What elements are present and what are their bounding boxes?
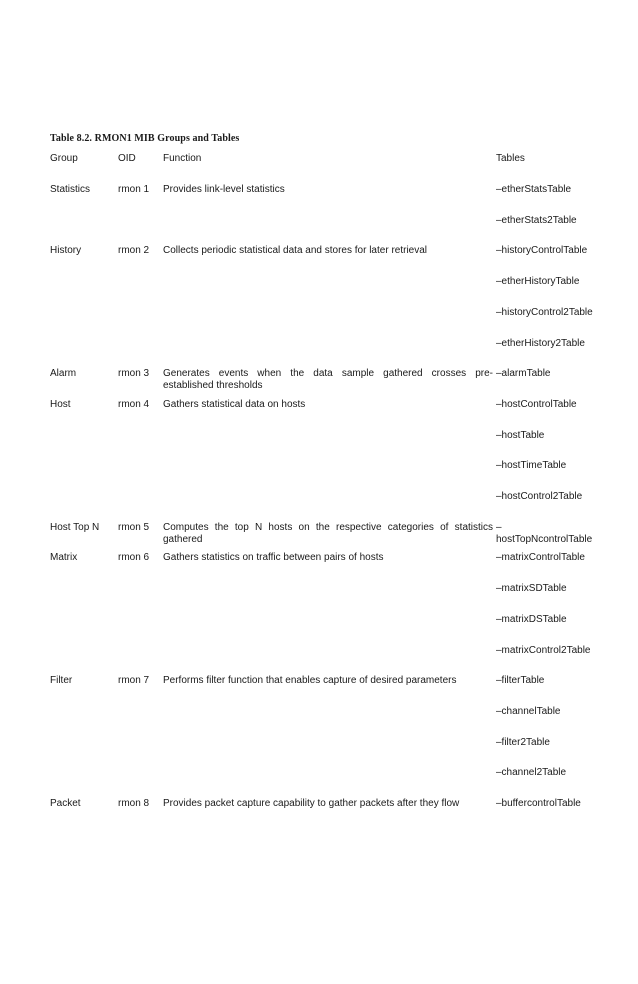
- table-name-cell: – hostTopNcontrolTable: [496, 522, 593, 545]
- group-cell: Alarm: [50, 368, 77, 379]
- oid-cell: rmon 3: [118, 368, 150, 379]
- table-name-cell: –etherStats2Table: [496, 215, 577, 226]
- group-cell: Matrix: [50, 552, 78, 563]
- function-cell: Performs filter function that enables capture of desired parameters: [163, 675, 457, 686]
- group-cell: Filter: [50, 675, 73, 686]
- table-name-cell: –etherHistoryTable: [496, 276, 580, 287]
- function-cell: Gathers statistics on traffic between pairs of hosts: [163, 552, 384, 563]
- header-group: Group: [50, 153, 78, 164]
- oid-cell: rmon 6: [118, 552, 150, 563]
- table-name-cell: –etherStatsTable: [496, 184, 572, 195]
- oid-cell: rmon 2: [118, 245, 150, 256]
- table-name-cell: –etherHistory2Table: [496, 338, 585, 349]
- oid-cell: rmon 4: [118, 399, 150, 410]
- oid-cell: rmon 1: [118, 184, 150, 195]
- table-name-cell: –matrixControlTable: [496, 552, 585, 563]
- group-cell: Packet: [50, 798, 81, 809]
- table-name-cell: –historyControl2Table: [496, 307, 593, 318]
- table-name-cell: –hostTable: [496, 430, 545, 441]
- table-name-cell: –hostTimeTable: [496, 460, 567, 471]
- header-function: Function: [163, 153, 202, 164]
- function-cell: Gathers statistical data on hosts: [163, 399, 306, 410]
- table-name-cell: –hostControlTable: [496, 399, 577, 410]
- group-cell: Statistics: [50, 184, 91, 195]
- function-cell: Computes the top N hosts on the respective categories of statistics gathered: [163, 522, 493, 545]
- oid-cell: rmon 5: [118, 522, 150, 533]
- table-name-cell: –historyControlTable: [496, 245, 588, 256]
- group-cell: Host Top N: [50, 522, 100, 533]
- table-name-cell: –matrixDSTable: [496, 614, 567, 625]
- table-name-cell: –buffercontrolTable: [496, 798, 581, 809]
- table-name-cell: –filter2Table: [496, 737, 550, 748]
- header-tables: Tables: [496, 153, 525, 164]
- table-caption: Table 8.2. RMON1 MIB Groups and Tables: [50, 133, 240, 144]
- header-oid: OID: [118, 153, 136, 164]
- table-name-cell: –matrixControl2Table: [496, 645, 591, 656]
- table-name-cell: –channelTable: [496, 706, 561, 717]
- oid-cell: rmon 7: [118, 675, 150, 686]
- function-cell: Provides link-level statistics: [163, 184, 285, 195]
- table-name-cell: –alarmTable: [496, 368, 551, 379]
- oid-cell: rmon 8: [118, 798, 150, 809]
- table-name-cell: –channel2Table: [496, 767, 567, 778]
- function-cell: Provides packet capture capability to gather packets after they flow: [163, 798, 460, 809]
- function-cell: Collects periodic statistical data and stores for later retrieval: [163, 245, 428, 256]
- group-cell: Host: [50, 399, 71, 410]
- table-name-cell: –filterTable: [496, 675, 545, 686]
- function-cell: Generates events when the data sample gathered crosses pre-established thresholds: [163, 368, 493, 391]
- group-cell: History: [50, 245, 82, 256]
- table-name-cell: –matrixSDTable: [496, 583, 567, 594]
- table-name-cell: –hostControl2Table: [496, 491, 583, 502]
